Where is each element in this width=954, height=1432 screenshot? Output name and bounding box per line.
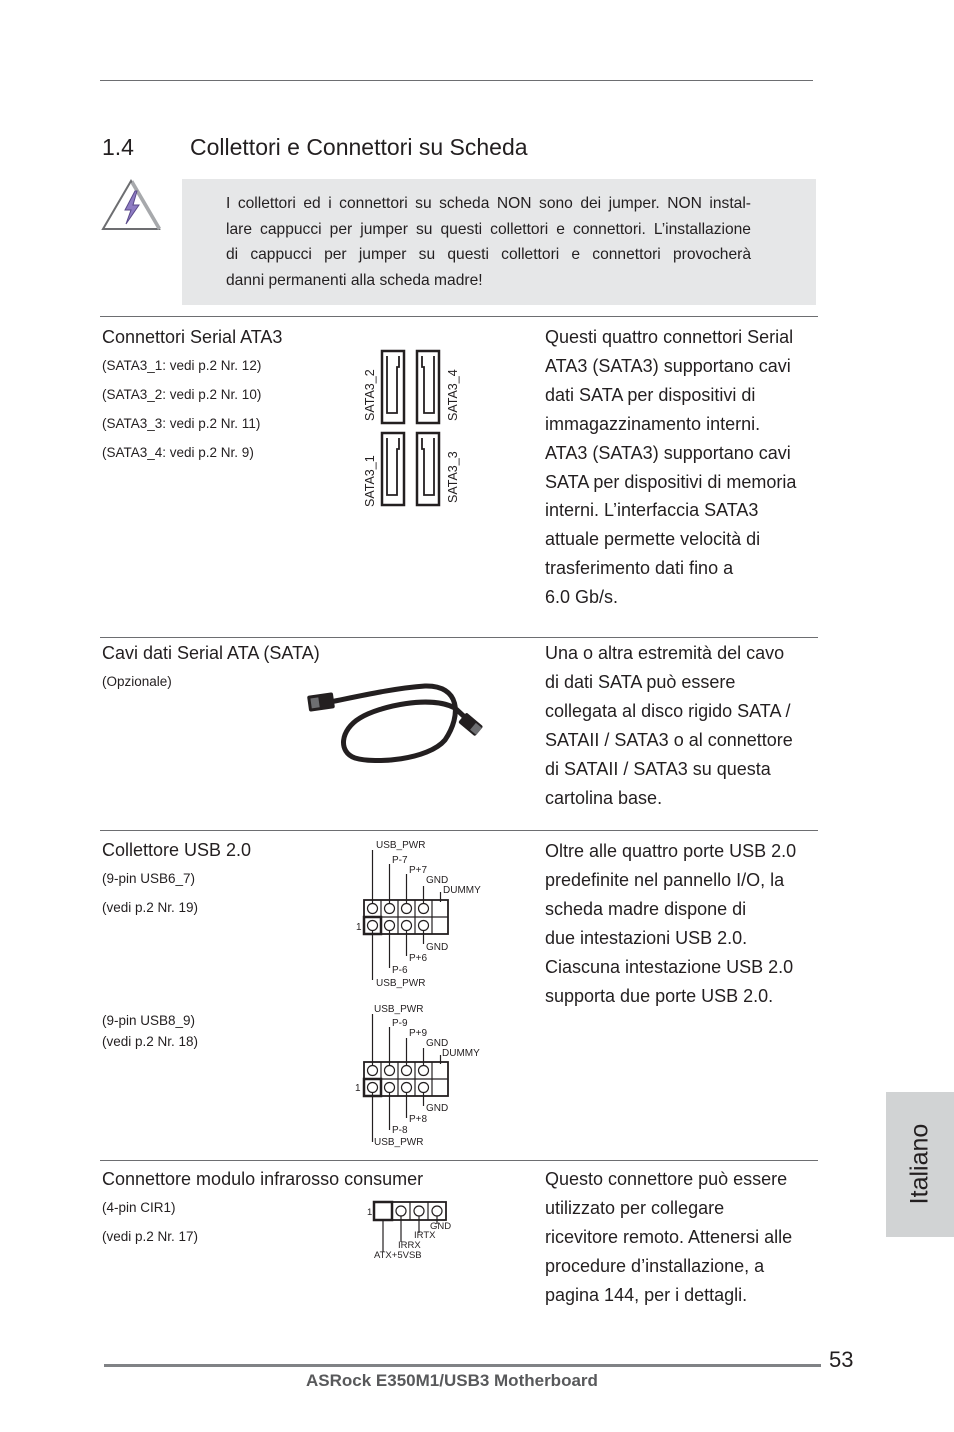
notice-line: di cappucci per jumper su questi collettori e connettori provocherà (226, 246, 751, 264)
desc-line: SATAII / SATA3 o al connettore (545, 729, 793, 750)
sata-cable-illustration (300, 680, 495, 770)
footer-text: ASRock E350M1/USB3 Motherboard (306, 1371, 598, 1390)
desc-line: predefinite nel pannello I/O, la (545, 869, 785, 890)
usb-h2-ref: (vedi p.2 Nr. 18) (102, 1034, 199, 1049)
usb-pin-label: P-9 (392, 1018, 408, 1029)
cir-header-diagram (364, 1196, 464, 1262)
desc-line: di dati SATA può essere (545, 671, 736, 692)
sata3-1-label: SATA3_1 (363, 455, 377, 507)
desc-line: ATA3 (SATA3) supportano cavi (545, 355, 791, 376)
divider (100, 830, 818, 831)
cir-description (545, 1165, 792, 1310)
desc-line: cartolina base. (545, 787, 663, 808)
usb-h2-pin: (9-pin USB8_9) (102, 1013, 196, 1028)
sata-ref-4: (SATA3_4: vedi p.2 Nr. 9) (102, 445, 254, 460)
usb-pin-label: P+6 (409, 953, 428, 964)
usb-pin1-label: 1 (355, 1083, 361, 1094)
cir-pin-label: GND (430, 1221, 452, 1232)
cable-note: (Opzionale) (102, 674, 172, 689)
desc-line: SATA per dispositivi di memoria (545, 471, 797, 492)
usb-pin1-label: 1 (356, 922, 362, 933)
usb-description (545, 837, 796, 1010)
desc-line: Questi quattro connettori Serial (545, 327, 794, 347)
sata3-3-connector (417, 433, 439, 505)
sata3-2-label: SATA3_2 (363, 369, 377, 421)
divider (100, 316, 818, 317)
desc-line: ATA3 (SATA3) supportano cavi (545, 442, 791, 463)
desc-line: immagazzinamento interni. (545, 413, 761, 434)
usb-pin-label: GND (426, 942, 449, 953)
cir-ref: (vedi p.2 Nr. 17) (102, 1229, 199, 1244)
desc-line: Oltre alle quattro porte USB 2.0 (545, 841, 797, 861)
language-tab (886, 1092, 954, 1237)
desc-line: procedure d’installazione, a (545, 1255, 765, 1276)
desc-line: 6.0 Gb/s. (545, 587, 619, 608)
usb8-9-header-diagram (352, 1000, 492, 1154)
cir-pin-label: IRTX (414, 1230, 436, 1241)
desc-line: pagina 144, per i dettagli. (545, 1284, 748, 1305)
usb-pin-label: USB_PWR (376, 978, 426, 989)
usb-h1-pin: (9-pin USB6_7) (102, 871, 196, 886)
notice-box (182, 179, 816, 305)
sata-title: Connettori Serial ATA3 (102, 327, 283, 347)
section-title: Collettori e Connettori su Scheda (190, 134, 528, 160)
sata3-3-label: SATA3_3 (446, 451, 460, 503)
language-tab-label: Italiano (905, 1123, 934, 1205)
usb-pin-label: USB_PWR (374, 1137, 424, 1148)
sata3-4-connector (417, 351, 439, 423)
usb-pin-label: P+7 (409, 865, 428, 876)
notice-line: I collettori ed i connettori su scheda NON sono dei jumper. NON instal- (226, 195, 751, 212)
sata-ref-2: (SATA3_2: vedi p.2 Nr. 10) (102, 387, 262, 402)
cable-description (545, 639, 793, 812)
top-rule (100, 80, 813, 81)
desc-line: scheda madre dispone di (545, 898, 747, 919)
usb-pin-label: P-8 (392, 1125, 408, 1136)
desc-line: due intestazioni USB 2.0. (545, 927, 748, 948)
usb-pin-label: GND (426, 1038, 449, 1049)
usb-pin-label: GND (426, 1103, 449, 1114)
cir-pin-label: ATX+5VSB (374, 1250, 422, 1261)
sata3-2-connector (382, 351, 404, 423)
desc-line: attuale permette velocità di (545, 529, 761, 550)
usb-h1-ref: (vedi p.2 Nr. 19) (102, 900, 199, 915)
usb-pin-label: P+8 (409, 1114, 428, 1125)
notice-line: lare cappucci per jumper su questi collettori e connettori. L’installazione (226, 220, 751, 238)
desc-line: collegata al disco rigido SATA / (545, 700, 791, 721)
cir-pin-label: IRRX (398, 1240, 421, 1251)
usb-pin-label: USB_PWR (374, 1004, 424, 1015)
page-number: 53 (829, 1347, 854, 1372)
usb-pin-label: GND (426, 875, 449, 886)
warning-icon (100, 177, 162, 233)
desc-line: trasferimento dati fino a (545, 558, 734, 579)
desc-line: supporta due porte USB 2.0. (545, 985, 774, 1006)
sata-ref-3: (SATA3_3: vedi p.2 Nr. 11) (102, 416, 261, 431)
sata3-4-label: SATA3_4 (446, 369, 460, 421)
section-number: 1.4 (102, 134, 134, 160)
desc-line: Questo connettore può essere (545, 1169, 788, 1189)
usb-pin-label: DUMMY (442, 1048, 480, 1059)
sata-ref-1: (SATA3_1: vedi p.2 Nr. 12) (102, 358, 262, 373)
cable-title: Cavi dati Serial ATA (SATA) (102, 643, 320, 663)
desc-line: ricevitore remoto. Attenersi alle (545, 1226, 793, 1247)
footer-rule (104, 1364, 821, 1367)
usb-pin-label: P-6 (392, 965, 408, 976)
cir-pin: (4-pin CIR1) (102, 1200, 176, 1215)
desc-line: Una o altra estremità del cavo (545, 643, 785, 663)
desc-line: utilizzato per collegare (545, 1197, 725, 1218)
sata-connectors-diagram (356, 345, 468, 511)
usb-title: Collettore USB 2.0 (102, 840, 252, 860)
cir-title: Connettore modulo infrarosso consumer (102, 1169, 424, 1189)
cir-pin1-label: 1 (367, 1207, 373, 1218)
desc-line: dati SATA per dispositivi di (545, 384, 756, 405)
usb-pin-label: P-7 (392, 855, 408, 866)
desc-line: Ciascuna intestazione USB 2.0 (545, 956, 794, 977)
usb6-7-header-diagram (354, 836, 494, 990)
sata-description (545, 323, 796, 612)
divider (100, 1160, 818, 1161)
sata3-1-connector (382, 433, 404, 505)
usb-pin-label: DUMMY (443, 885, 481, 896)
desc-line: interni. L’interfaccia SATA3 (545, 500, 759, 521)
divider (100, 637, 818, 638)
usb-pin-label: P+9 (409, 1028, 428, 1039)
notice-line: danni permanenti alla scheda madre! (226, 271, 483, 289)
usb-pin-label: USB_PWR (376, 840, 426, 851)
notice-text (226, 191, 751, 293)
desc-line: di SATAII / SATA3 su questa (545, 758, 771, 779)
